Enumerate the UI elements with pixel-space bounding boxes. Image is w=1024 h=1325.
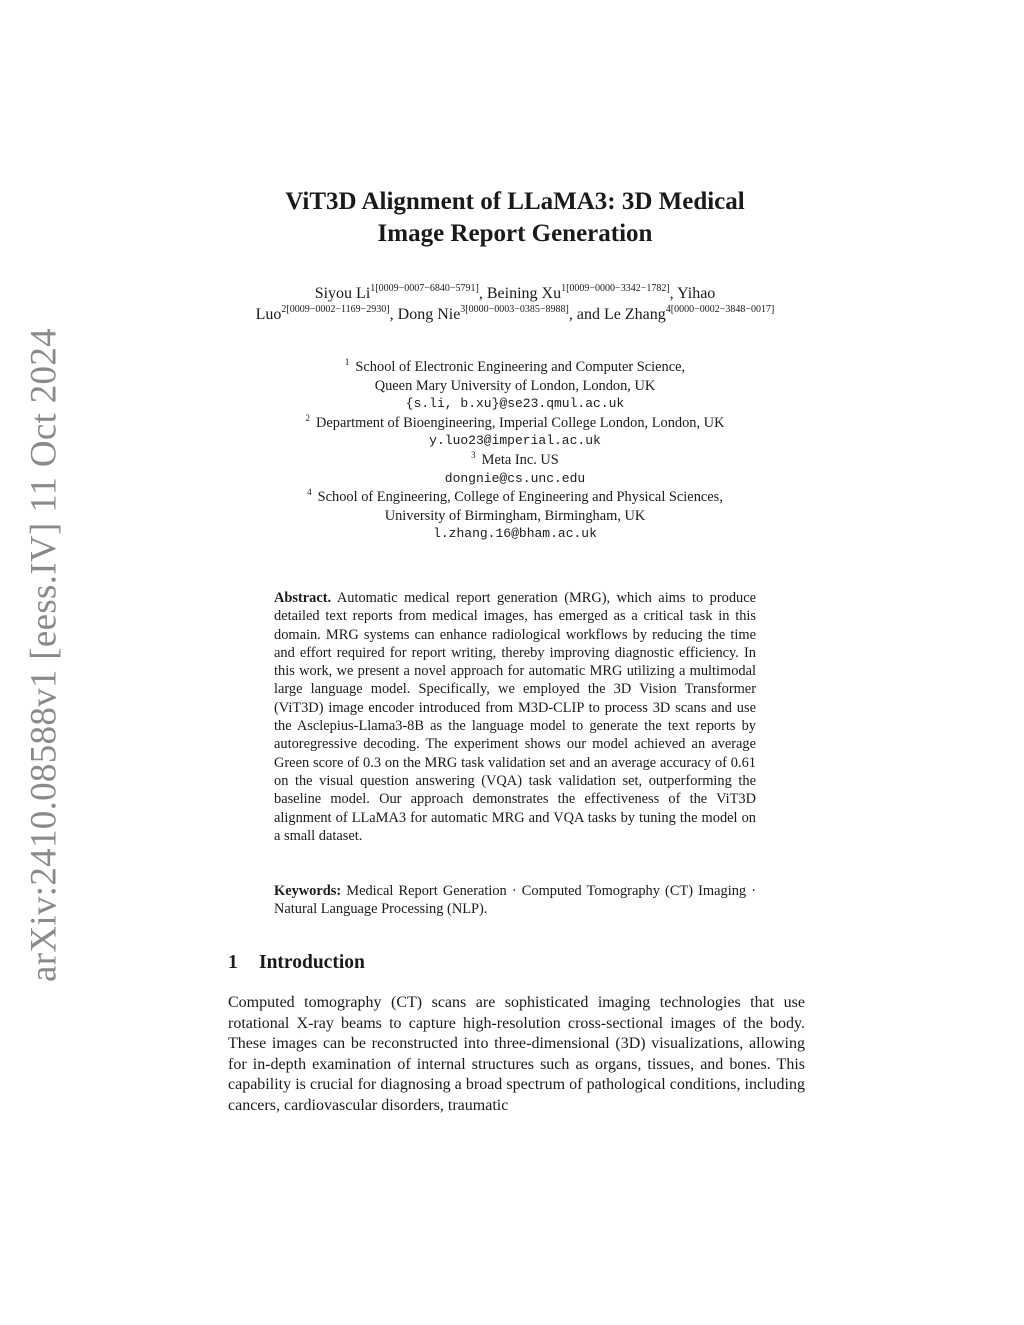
author-name: Beining Xu [486,285,562,302]
author-list [252,283,778,325]
author-orcid: 4[0000−0002−3848−0017] [665,304,775,315]
keywords [274,882,756,919]
paper-title [240,186,790,250]
affiliation-number: 4 [307,487,312,498]
author-separator: , [669,285,678,302]
affiliation-4: $^4$ School of Engineering, College of Engineering and Physical Sciences, [307,487,723,506]
affiliation-number: 2 [305,412,311,423]
author-name: Yihao Luo [255,285,716,323]
title-line-1: ViT3D Alignment of LLaMA3: 3D Medical [285,188,745,215]
email-2: y.luo23@imperial.ac.uk [429,433,601,449]
title-line-2: Image Report Generation [377,220,653,247]
email-4: l.zhang.16@bham.ac.uk [433,526,597,542]
email-3: dongnie@cs.unc.edu [444,470,586,486]
author-orcid: 2[0009−0002−1169−2930] [281,304,390,315]
author-name: Le Zhang [604,306,666,323]
author-orcid: 3[0000−0003−0385−8988] [460,304,569,315]
section-heading [228,952,365,974]
author-separator: , and [568,306,604,323]
abstract-text: Automatic medical report generation (MRG), which aims to produce detailed text reports from medical images, has emerged as a critical task in this domain. MRG systems can enhance radiological workflows by reducing the time and effort required for report writing, thereby improving diagnostic efficiency. In this work, we present a novel approach for automatic MRG utilizing a multimodal large language model. Specifically, we employed the 3D Vision Transformer (ViT3D) image encoder introduced from M3D-CLIP to process 3D scans and use the Asclepius-Llama3-8B as the language model to generate the text reports by autoregressive decoding. The experiment shows our model achieved an average Green score of 0.3 on the MRG task validation set and an average accuracy of 0.61 on the visual question answering (VQA) task validation set, outperforming the baseline model. Our approach demonstrates the effectiveness of the ViT3D alignment of LLaMA3 for automatic MRG and VQA tasks by tuning the model on a small dataset. [274,590,756,844]
author-name: Dong Nie [397,306,461,323]
author-name: Siyou Li [314,285,371,302]
affiliations [252,358,778,544]
affiliation-2: $^2$ Department of Bioengineering, Imperial College London, London, UK [305,412,725,431]
affiliation-number: 1 [344,357,350,367]
author-orcid: 1[0009−0007−6840−5791] [370,283,479,294]
email-1: {s.li, b.xu}@se23.qmul.ac.uk [405,396,625,412]
affiliation-3: $^3$ Meta Inc. US [471,449,559,468]
affiliation-1: $^1$ School of Electronic Engineering and Computer Science, [344,357,686,375]
section-title: Introduction [259,952,365,973]
abstract [274,589,756,845]
section-number: 1 [228,952,238,973]
arxiv-identifier: arXiv:2410.08588v1 [eess.IV] 11 Oct 2024 [23,328,65,982]
keywords-text: Medical Report Generation · Computed Tomography (CT) Imaging · Natural Language Processing (NLP). [274,883,756,918]
affiliation-1-line-2: Queen Mary University of London, London, UK [374,377,656,394]
author-orcid: 1[0009−0000−3342−1782] [561,283,670,294]
keywords-label: Keywords: [274,883,342,899]
introduction-paragraph: Computed tomography (CT) scans are sophisticated imaging technologies that use rotational X-ray beams to capture high-resolution cross-sectional images of the body. These images can be reconstructed into three-dimensional (3D) visualizations, allowing for in-depth examination of internal structures such as organs, tissues, and bones. This capability is crucial for diagnosing a broad spectrum of pathological conditions, including cancers, cardiovascular disorders, traumatic [228,994,805,1114]
author-separator: , [478,285,487,302]
affiliation-4-line-2: University of Birmingham, Birmingham, UK [384,507,646,524]
abstract-label: Abstract. [274,590,332,606]
affiliation-number: 3 [471,449,476,460]
author-separator: , [389,306,398,323]
